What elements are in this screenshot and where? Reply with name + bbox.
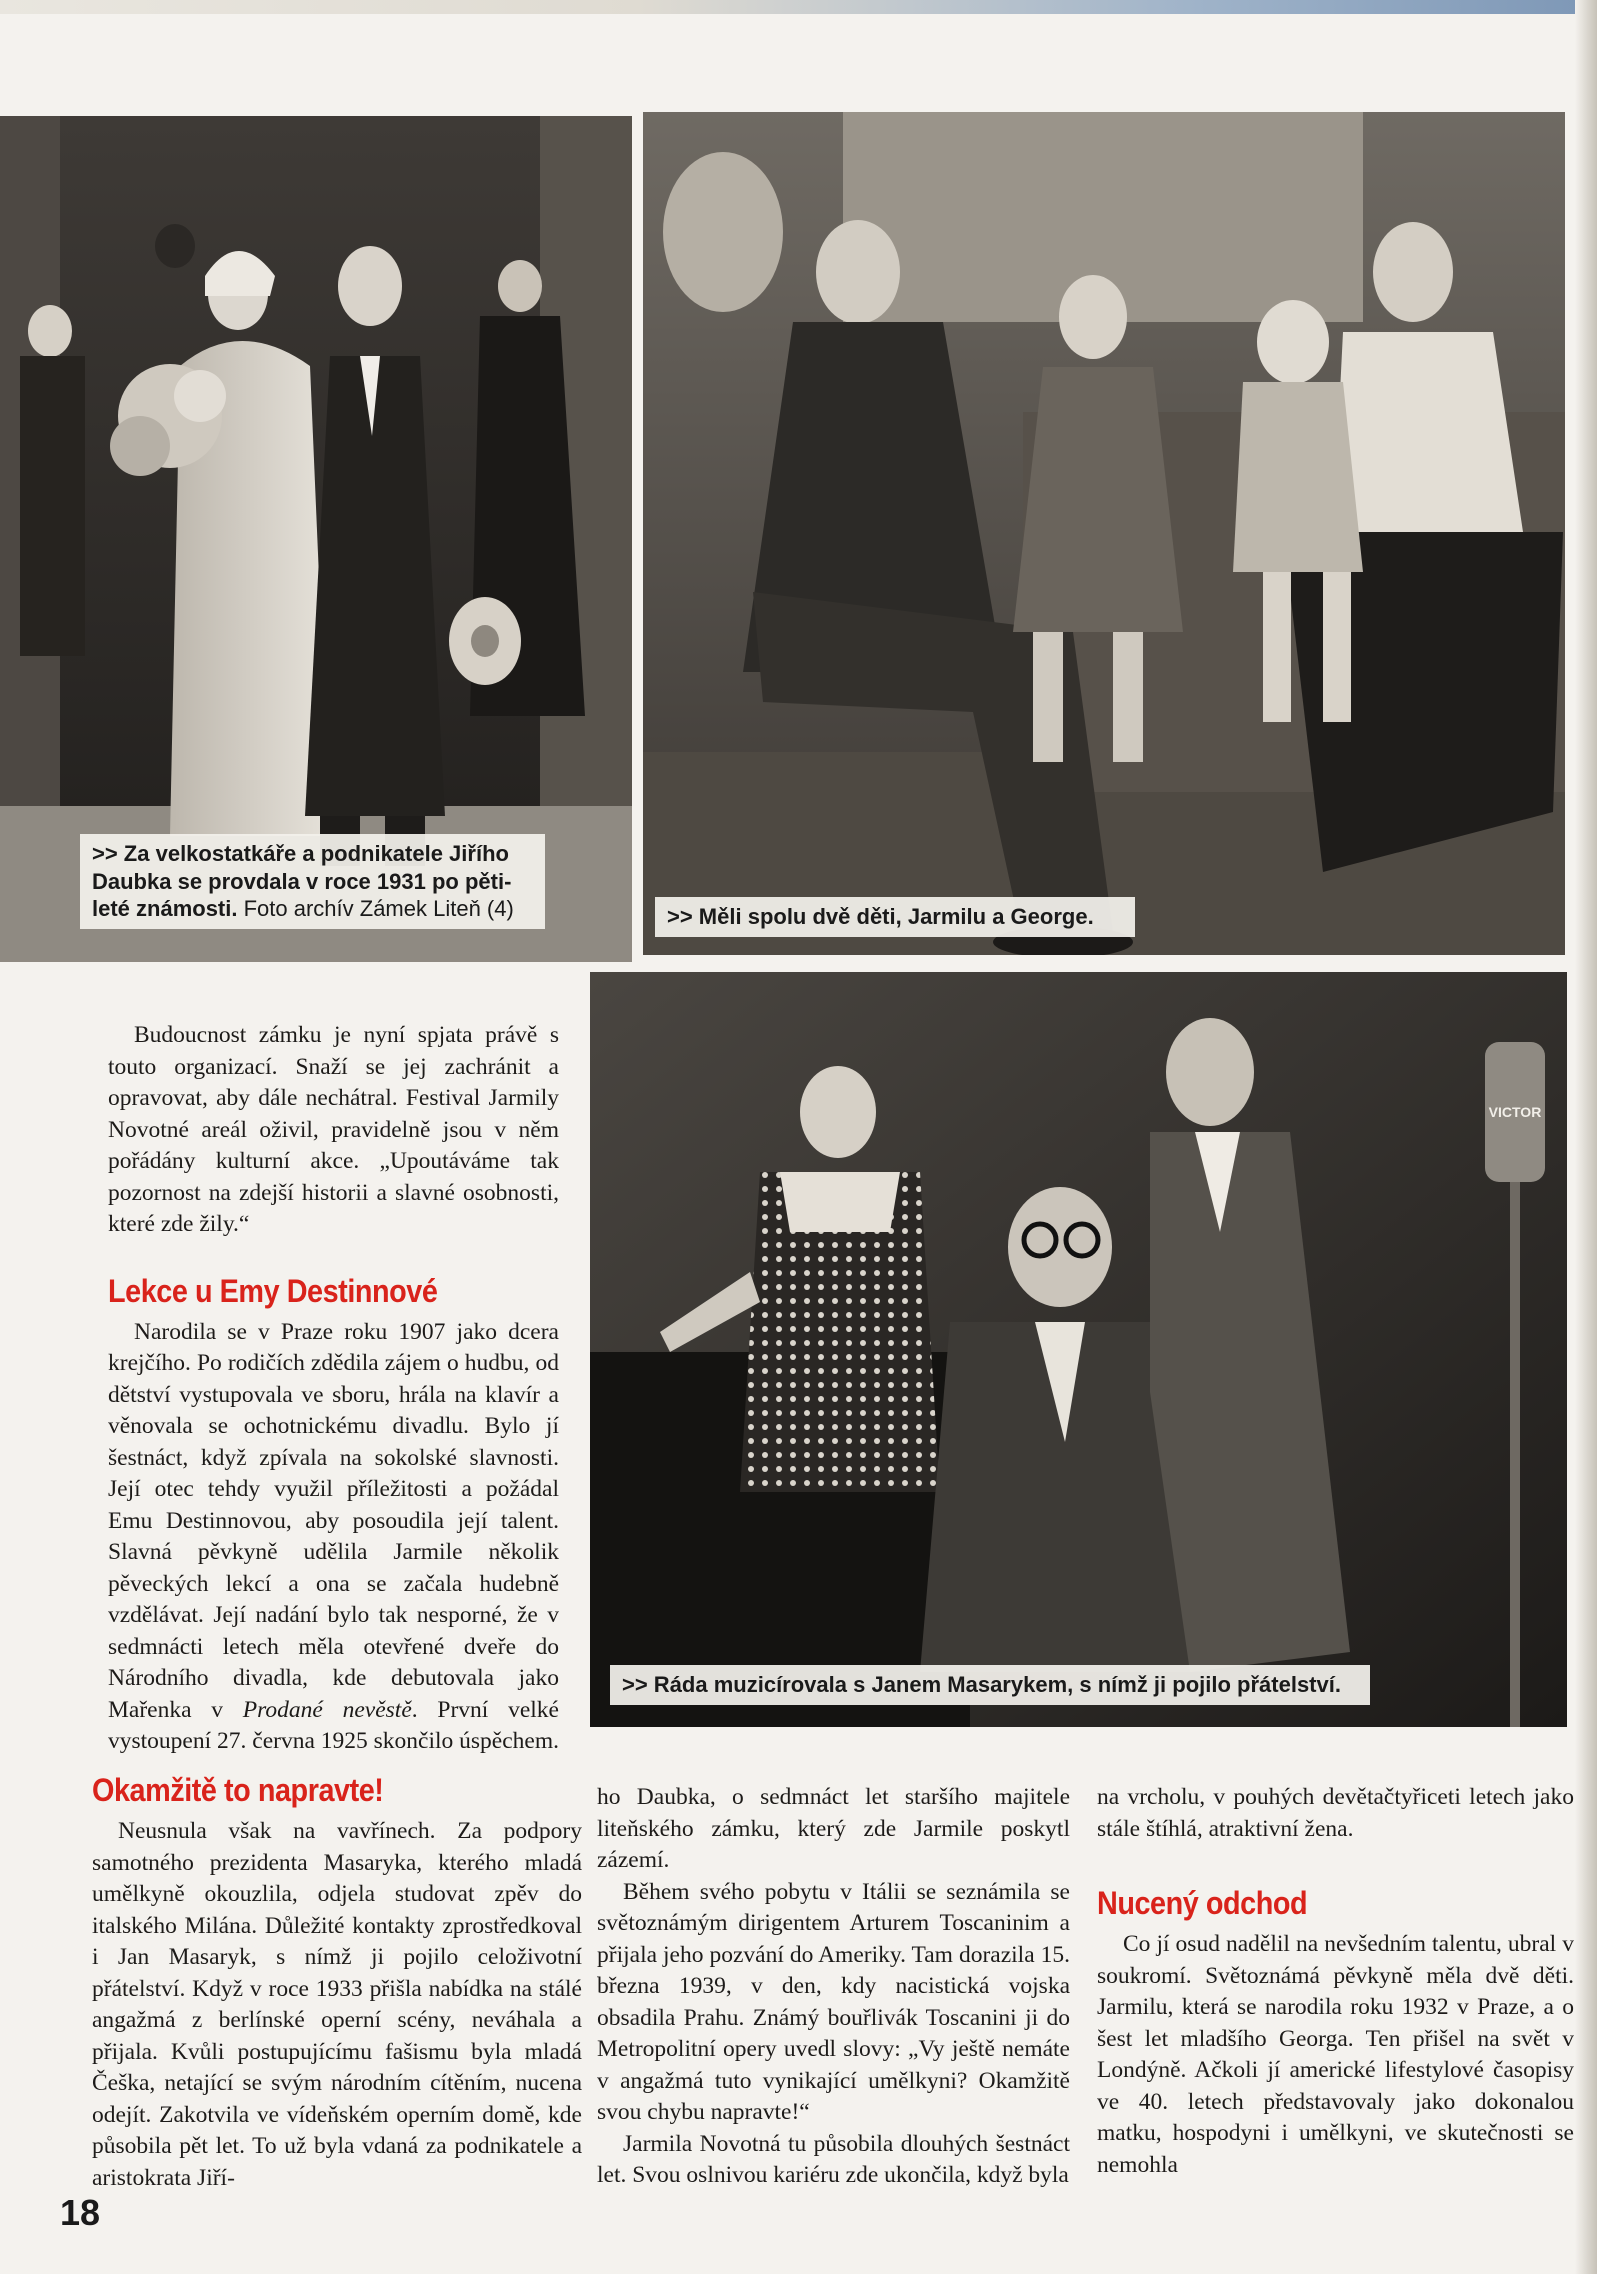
section3-paragraph: Co jí osud nadělil na nevšedním talentu, ubral v soukromí. Světoznámá pěvkyně měla dvě děti. Jarmilu, která se narodila roku 1932 v Praze, a o šest let mladšího Georga. Ten přišel na svět v Londýně. Ačkoli jí americké lifestylové časopisy ve 40. letech představovaly jako dokonalou matku, hospodyni i umělkyni, ve skutečnosti se nemohla (1097, 1931, 1574, 2178)
article-column-left-upper (108, 1020, 559, 1758)
section2-paragraph1-part2: ho Daubka, o sedmnáct let staršího majitele liteňského zámku, který zde Jarmile poskytl zázemí. (597, 1784, 1070, 1873)
wedding-photo-caption (80, 834, 545, 929)
intro-paragraph: Budoucnost zámku je nyní spjata právě s touto organizací. Snaží se jej zachránit a opravovat, aby dále nechátral. Festival Jarmily Novotné areál oživil, pravidelně jsou v něm pořádány kulturní akce. „Upoutáváme tak pozornost na zdejší historii a slavné osobnosti, které zde žily.“ (108, 1022, 559, 1237)
opera-title: Prodané nevěstě (242, 1696, 412, 1723)
wedding-photo (0, 116, 632, 962)
section2-paragraph3-part2: na vrcholu, v pouhých devětačtyřiceti letech jako stále štíhlá, atraktivní žena. (1097, 1784, 1574, 1842)
article-column-left-lower (92, 1770, 582, 2194)
section2-paragraph1-part1: Neusnula však na vavřínech. Za podpory samotného prezidenta Masaryka, kterého mladá umělkyně okouzlila, odjela studovat zpěv do italského Milána. Důležité kontakty zprostředkoval i Jan Masaryk, s nímž ji pojilo celoživotní přátelství. Když v roce 1933 přišla nabídka na stálé angažmá z berlínské operní scény, neváhala a přijala. Kvůli postupujícímu fašismu byla mladá Češka, netající se svým národním cítěním, nucena odejít. Zakotvila ve vídeňském operním domě, kde působila pět let. To už byla vdaná za podnikatele a aristokrata Jiří- (92, 1818, 582, 2191)
article-column-right (1097, 1782, 1574, 2181)
microphone-label: VICTOR (1488, 1104, 1542, 1120)
family-caption-text: >> Měli spolu dvě děti, Jarmilu a George. (667, 904, 1094, 929)
section-heading-okamzite: Okamžitě to napravte! (92, 1772, 384, 1808)
family-photo-illustration (643, 112, 1565, 955)
page-number: 18 (60, 2192, 101, 2233)
page-edge-shadow (1575, 0, 1597, 2274)
top-color-strip (0, 0, 1597, 14)
piano-caption-text: >> Ráda muzicírovala s Janem Masarykem, s nímž ji pojilo přátelství. (622, 1672, 1341, 1697)
section2-paragraph2: Během svého pobytu v Itálii se seznámila se světoznámým dirigentem Arturem Toscaninim a přijala jeho pozvání do Ameriky. Tam dorazila 15. března 1939, v den, kdy nacistická vojska obsadila Prahu. Známý bouřlivák Toscanini ji do Metropolitní opery uvedl slovy: „Vy ještě nemáte v angažmá tuto vynikající umělkyni? Okamžitě svou chybu napravte!“ (597, 1878, 1070, 2125)
family-photo-caption (655, 897, 1135, 937)
section1-text-after: . První velké vystoupení 27. června 1925 skončilo úspěchem. (108, 1696, 559, 1754)
section2-paragraph3-part1: Jarmila Novotná tu působila dlouhých šestnáct let. Svou oslnivou kariéru zde ukončila, když byla (597, 2130, 1070, 2188)
section1-text-before: Narodila se v Praze roku 1907 jako dcera krejčího. Po rodičích zdědila zájem o hudbu, od dětství vystupovala ve sboru, hrála na klavír a věnovala se ochotnickému divadlu. Bylo jí šestnáct, když zpívala na sokolské slavnosti. Její otec tehdy využil příležitosti a požádal Emu Destinnovou, aby posoudila její talent. Slavná pěvkyně udělila Jarmile několik pěveckých lekcí a ona se začala hudebně vzdělávat. Její nadání bylo tak nesporné, že v sedmnácti letech měla otevřené dveře do Národního divadla, kde debutovala jako Mařenka v (108, 1318, 559, 1723)
section-heading-lekce: Lekce u Emy Destinnové (108, 1272, 438, 1309)
wedding-caption-text: >> Za velkostatkáře a podnikatele Jiřího Daubka se provdala v roce 1931 po pětileté známosti. (92, 841, 512, 921)
photo-credit: Foto archív Zámek Liteň (4) (237, 896, 514, 921)
section-heading-nuceny: Nucený odchod (1097, 1885, 1308, 1921)
piano-photo-illustration (590, 972, 1567, 1727)
family-photo (643, 112, 1565, 955)
article-column-middle (597, 1782, 1070, 2192)
section1-paragraph (108, 1317, 559, 1758)
piano-photo (590, 972, 1567, 1727)
piano-photo-caption (610, 1665, 1370, 1705)
